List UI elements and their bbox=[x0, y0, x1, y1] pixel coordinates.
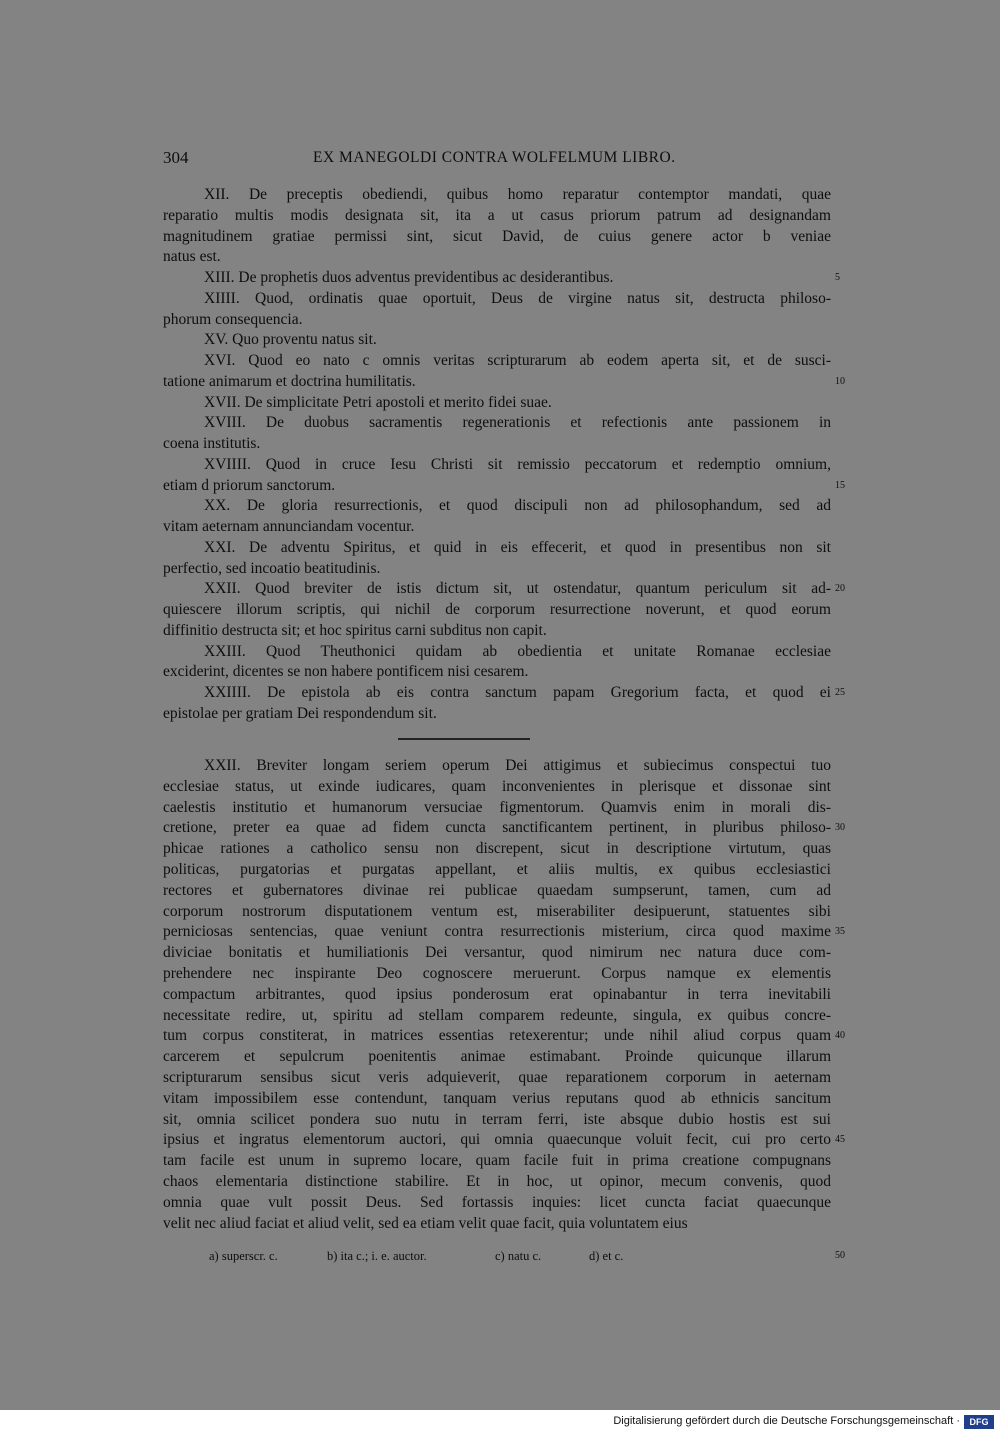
text-line: tam facile est unum in supremo locare, quam facile fuit in prima creatione compugnans bbox=[163, 1152, 831, 1170]
text-line: rectores et gubernatores divinae rei publicae quaedam sumpserunt, tamen, cum ad bbox=[163, 881, 831, 899]
running-title: EX MANEGOLDI CONTRA WOLFELMUM LIBRO. bbox=[313, 149, 676, 166]
line-number-50: 50 bbox=[835, 1250, 845, 1261]
text-line: natus est. bbox=[163, 248, 221, 266]
dfg-logo-icon: DFG bbox=[964, 1415, 994, 1429]
text-line: phicae rationes a catholico sensu non discrepent, sicut in descriptione virtutum, quas bbox=[163, 840, 831, 858]
text-line: XVIIII. Quod in cruce Iesu Christi sit remissio peccatorum et redemptio omnium, bbox=[204, 455, 831, 473]
text-line: exciderint, dicentes se non habere pontificem nisi cesarem. bbox=[163, 663, 529, 681]
text-line: vitam aeternam annunciandam vocentur. bbox=[163, 518, 415, 535]
text-line: cretione, preter ea quae ad fidem cuncta sanctificantem pertinent, in pluribus philoso- bbox=[163, 819, 831, 837]
section-divider bbox=[398, 738, 530, 740]
footnote-b: b) ita c.; i. e. auctor. bbox=[327, 1249, 427, 1263]
text-line: XXIIII. De epistola ab eis contra sanctum papam Gregorium facta, et quod ei bbox=[204, 684, 831, 701]
text-line: tum corpus constiterat, in matrices essentias retexerentur; unde nihil aliud corpus quam bbox=[163, 1027, 831, 1045]
text-line: necessitate redire, ut, spiritu ad stellam comparem redeunte, singula, ex quibus concre- bbox=[163, 1006, 831, 1024]
text-line: XXII. Breviter longam seriem operum Dei attigimus et subiecimus conspectui tuo bbox=[204, 757, 831, 774]
text-line: XVIII. De duobus sacramentis regenerationis et refectionis ante passionem in bbox=[204, 414, 831, 432]
text-line: tatione animarum et doctrina humilitatis. bbox=[163, 372, 416, 390]
text-line: sit, omnia scilicet pondera suo nutu in terram ferri, iste absque dubio hostis est sui bbox=[163, 1110, 831, 1128]
text-line: caelestis institutio et humanorum versuciae figmentorum. Quamvis enim in morali dis- bbox=[163, 798, 831, 816]
text-line: velit nec aliud faciat et aliud velit, sed ea etiam velit quae facit, quia voluntatem eius bbox=[163, 1214, 688, 1232]
footnote-c: c) natu c. bbox=[495, 1249, 542, 1263]
text-line: omnia quae vult possit Deus. Sed fortassis inquies: licet cuncta faciat quaecunque bbox=[163, 1193, 831, 1211]
text-line: chaos elementaria distinctione stabilire. Et in hoc, ut opinor, mecum convenis, quod bbox=[163, 1173, 831, 1190]
text-line: XIIII. Quod, ordinatis quae oportuit, Deus de virgine natus sit, destructa philoso- bbox=[204, 289, 831, 307]
text-line: ecclesiae status, ut exinde iudicares, quam inconvenientes in plerisque et dissonae sint bbox=[163, 777, 831, 795]
text-line: perfectio, sed incoatio beatitudinis. bbox=[163, 559, 381, 577]
text-line: corporum nostrorum disputationem ventum est, miserabiliter desipuerunt, statuentes sibi bbox=[163, 902, 831, 920]
text-line: reparatio multis modis designata sit, ita a ut casus priorum patrum ad designandam bbox=[163, 206, 831, 224]
text-line: coena institutis. bbox=[163, 435, 261, 452]
funding-credit: Digitalisierung gefördert durch die Deutsche Forschungsgemeinschaft · bbox=[613, 1415, 960, 1427]
text-line: etiam d priorum sanctorum. bbox=[163, 476, 336, 494]
text-line: XXII. Quod breviter de istis dictum sit, ut ostendatur, quantum periculum sit ad- bbox=[204, 580, 831, 598]
footnote-a: a) superscr. c. bbox=[209, 1249, 278, 1263]
text-line: XV. Quo proventu natus sit. bbox=[204, 331, 377, 349]
footer-bar bbox=[0, 1410, 1000, 1434]
line-number: 15 bbox=[835, 479, 845, 491]
line-number: 20 bbox=[835, 583, 845, 595]
line-number: 40 bbox=[835, 1030, 845, 1042]
line-number: 45 bbox=[835, 1134, 845, 1146]
text-line: XIII. De prophetis duos adventus previdentibus ac desiderantibus. bbox=[204, 269, 614, 286]
text-line: politicas, purgatorias et purgatas appellant, et aliis multis, ex quibus ecclesiastici bbox=[163, 861, 831, 878]
text-line: diviciae bonitatis et humiliationis Dei versantur, quod nimirum nec natura duce com- bbox=[163, 944, 831, 962]
text-line: phorum consequencia. bbox=[163, 310, 303, 328]
text-line: XVII. De simplicitate Petri apostoli et merito fidei suae. bbox=[204, 393, 552, 411]
line-number: 30 bbox=[835, 822, 845, 834]
text-line: prehendere nec inspirante Deo cognoscere meruerunt. Corpus namque ex elementis bbox=[163, 965, 831, 982]
text-line: magnitudinem gratiae permissi sint, sicut David, de cuius genere actor b veniae bbox=[163, 227, 831, 245]
line-number: 5 bbox=[835, 272, 840, 283]
text-line: quiescere illorum scriptis, qui nichil de corporum resurrectione noverunt, et quod eorum bbox=[163, 601, 831, 618]
page-number: 304 bbox=[163, 148, 189, 167]
text-line: compactum arbitrantes, quod ipsius ponderosum erat opinabantur in terra inevitabili bbox=[163, 985, 831, 1003]
text-line: ipsius et ingratus elementorum auctori, qui omnia quaecunque voluit fecit, cui pro certo bbox=[163, 1131, 831, 1149]
text-line: diffinitio destructa sit; et hoc spiritus carni subditus non capit. bbox=[163, 621, 547, 639]
text-line: XX. De gloria resurrectionis, et quod discipuli non ad philosophandum, sed ad bbox=[204, 497, 831, 515]
line-number: 25 bbox=[835, 687, 845, 698]
text-line: XVI. Quod eo nato c omnis veritas scripturarum ab eodem aperta sit, et de susci- bbox=[204, 352, 831, 369]
text-line: scripturarum sensibus sicut veris adquieverit, quae reparationem corporum in aeternam bbox=[163, 1069, 831, 1086]
text-line: epistolae per gratiam Dei respondendum sit. bbox=[163, 704, 437, 722]
text-line: perniciosas sentencias, quae veniunt contra resurrectionis misterium, circa quod maxime bbox=[163, 923, 831, 941]
text-line: XXIII. Quod Theuthonici quidam ab obedientia et unitate Romanae ecclesiae bbox=[204, 642, 831, 660]
line-number: 35 bbox=[835, 926, 845, 938]
text-line: XII. De preceptis obediendi, quibus homo reparatur contemptor mandati, quae bbox=[204, 186, 831, 203]
footnote-d: d) et c. bbox=[589, 1249, 624, 1263]
text-line: vitam impossibilem esse contendunt, tanquam verius reputans quod ab ethnicis sancitum bbox=[163, 1089, 831, 1107]
text-line: XXI. De adventu Spiritus, et quid in eis effecerit, et quod in presentibus non sit bbox=[204, 538, 831, 556]
text-line: carcerem et sepulcrum poenitentis animae estimabant. Proinde quicunque illarum bbox=[163, 1048, 831, 1066]
page-header bbox=[163, 148, 831, 172]
line-number: 10 bbox=[835, 375, 845, 387]
